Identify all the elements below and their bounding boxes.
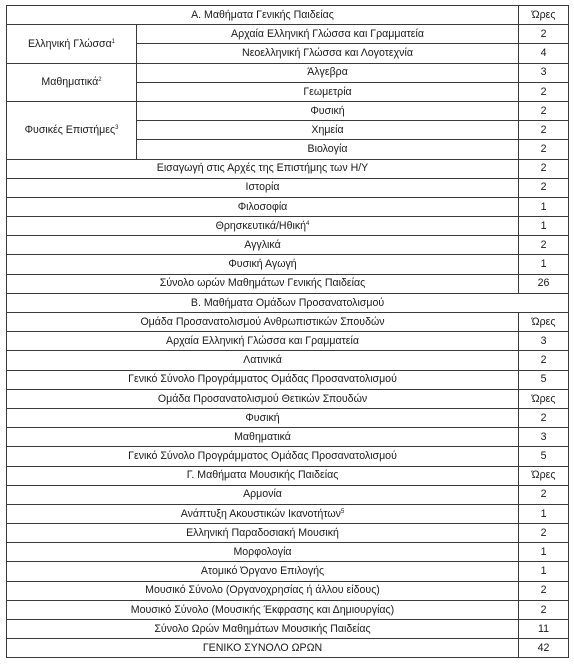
subject-cell: Μορφολογία [7,543,519,562]
table-row [7,63,569,82]
hours-cell: 2 [519,121,569,140]
subject-cell: Φυσική Αγωγή [7,255,519,274]
group-label: Φυσικές Επιστήμες [24,123,116,136]
subject-cell: Λατινικά [7,351,519,370]
table-row [7,428,569,447]
total-hours: 5 [519,447,569,466]
grand-total-row [7,639,569,658]
footnote-marker: 4 [306,220,310,227]
curriculum-hours-table [6,5,569,658]
total-row [7,370,569,389]
total-row [7,274,569,293]
table-row [7,351,569,370]
footnote-marker: 2 [98,76,102,83]
hours-cell: 1 [519,504,569,523]
hours-header: Ώρες [519,466,569,485]
hours-header: Ώρες [519,6,569,25]
hours-cell: 2 [519,140,569,159]
subject-cell: Ατομικό Όργανο Επιλογής [7,562,519,581]
hours-cell: 2 [519,159,569,178]
table-row [7,178,569,197]
hours-cell: 2 [519,524,569,543]
subject-cell: Ιστορία [7,178,519,197]
footnote-marker: 3 [115,124,119,131]
total-row [7,620,569,639]
table-row [7,485,569,504]
subject-cell: Αγγλικά [7,236,519,255]
table-row [7,524,569,543]
hours-cell: 1 [519,197,569,216]
group-label: Ελληνική Γλώσσα [27,37,112,50]
grand-total-label: ΓΕΝΙΚΟ ΣΥΝΟΛΟ ΩΡΩΝ [7,639,519,658]
section-c-title: Γ. Μαθήματα Μουσικής Παιδείας [7,466,519,485]
total-label: Γενικό Σύνολο Προγράμματος Ομάδας Προσανατολισμού [7,447,519,466]
subject-cell: Μαθηματικά [7,428,519,447]
table-row [7,332,569,351]
table-row [7,236,569,255]
group-greek-language [7,25,137,63]
subject-cell: Εισαγωγή στις Αρχές της Επιστήμης των Η/Υ [7,159,519,178]
subject-cell: Αρχαία Ελληνική Γλώσσα και Γραμματεία [137,25,519,44]
subject-label: Ανάπτυξη Ακουστικών Ικανοτήτων [180,507,341,520]
subject-cell: Μουσικό Σύνολο (Μουσικής Έκφρασης και Δημιουργίας) [7,600,519,619]
hours-cell: 2 [519,101,569,120]
subject-cell: Φιλοσοφία [7,197,519,216]
total-hours: 11 [519,620,569,639]
hours-cell: 2 [519,178,569,197]
section-a-title: Α. Μαθήματα Γενικής Παιδείας [7,6,519,25]
group-header-row [7,389,569,408]
hours-cell: 2 [519,600,569,619]
subject-cell: Αρχαία Ελληνική Γλώσσα και Γραμματεία [7,332,519,351]
subject-cell: Φυσική [7,408,519,427]
table-row [7,562,569,581]
subject-cell: Χημεία [137,121,519,140]
hours-cell: 2 [519,351,569,370]
hours-cell: 2 [519,485,569,504]
subject-cell: Αρμονία [7,485,519,504]
hours-cell: 1 [519,543,569,562]
hours-cell: 2 [519,408,569,427]
subject-cell: Ελληνική Παραδοσιακή Μουσική [7,524,519,543]
hours-cell: 1 [519,255,569,274]
total-hours: 26 [519,274,569,293]
table-row [7,543,569,562]
subject-cell [7,217,519,236]
sciences-group-title: Ομάδα Προσανατολισμού Θετικών Σπουδών [7,389,519,408]
subject-cell: Γεωμετρία [137,82,519,101]
subject-cell [7,504,519,523]
hours-cell: 2 [519,236,569,255]
footnote-marker: 1 [111,38,116,45]
hours-cell: 1 [519,217,569,236]
grand-total-hours: 42 [519,639,569,658]
table-row [7,600,569,619]
section-b-header-row [7,293,569,312]
hours-cell: 3 [519,428,569,447]
subject-cell: Μουσικό Σύνολο (Οργανοχρησίας ή άλλου είδους) [7,581,519,600]
humanities-group-title: Ομάδα Προσανατολισμού Ανθρωπιστικών Σπουδών [7,313,519,332]
subject-label: Θρησκευτικά/Ηθική [215,219,307,232]
table-row [7,408,569,427]
group-mathematics [7,63,137,101]
table-row [7,25,569,44]
hours-cell: 2 [519,25,569,44]
table-row [7,159,569,178]
subject-cell: Φυσική [137,101,519,120]
hours-cell: 3 [519,63,569,82]
total-label: Σύνολο ωρών Μαθημάτων Γενικής Παιδείας [7,274,519,293]
section-b-title: Β. Μαθήματα Ομάδων Προσανατολισμού [7,293,569,312]
group-header-row [7,313,569,332]
table-row [7,504,569,523]
total-hours: 5 [519,370,569,389]
hours-cell: 4 [519,44,569,63]
total-row [7,447,569,466]
group-label: Μαθηματικά [41,75,99,88]
total-label: Γενικό Σύνολο Προγράμματος Ομάδας Προσανατολισμού [7,370,519,389]
total-label: Σύνολο Ωρών Μαθημάτων Μουσικής Παιδείας [7,620,519,639]
table-row [7,581,569,600]
hours-header: Ώρες [519,389,569,408]
table-row [7,255,569,274]
subject-cell: Βιολογία [137,140,519,159]
table-row [7,197,569,216]
subject-cell: Άλγεβρα [137,63,519,82]
footnote-marker: 5 [340,508,345,515]
hours-cell: 1 [519,562,569,581]
hours-cell: 3 [519,332,569,351]
hours-header: Ώρες [519,313,569,332]
section-c-header-row [7,466,569,485]
group-natural-sciences [7,101,137,159]
section-a-header-row [7,6,569,25]
hours-cell: 2 [519,82,569,101]
table-row [7,217,569,236]
hours-cell: 2 [519,581,569,600]
subject-cell: Νεοελληνική Γλώσσα και Λογοτεχνία [137,44,519,63]
table-row [7,101,569,120]
